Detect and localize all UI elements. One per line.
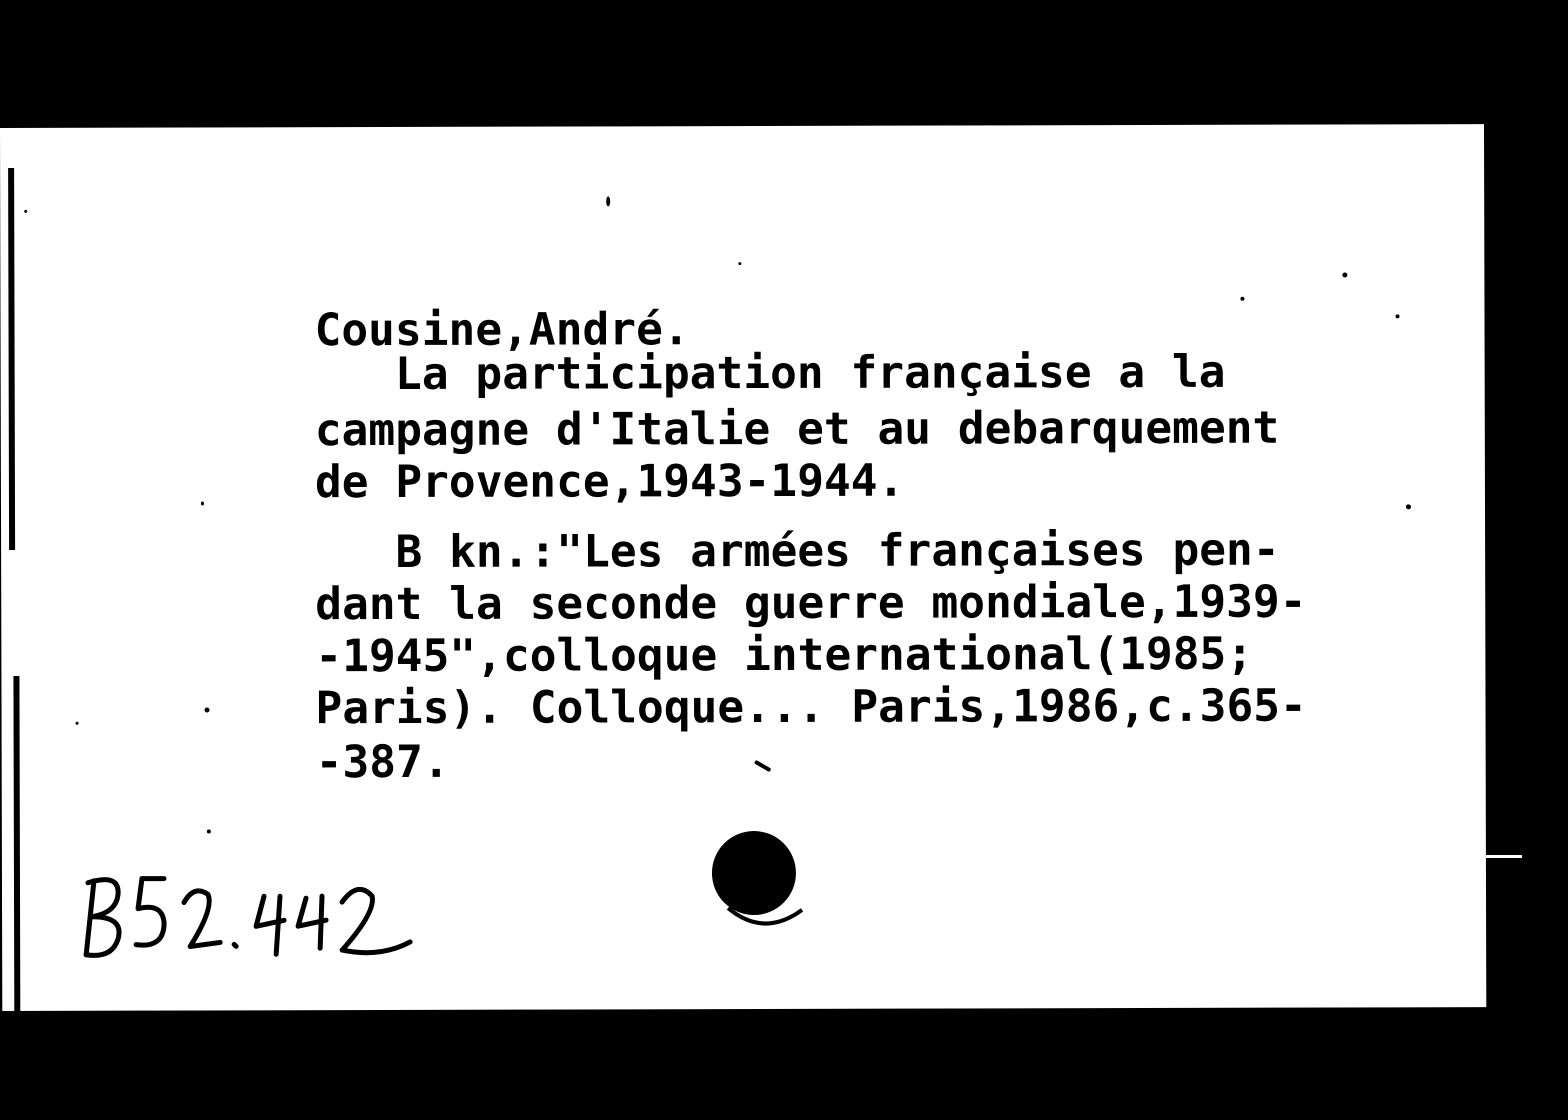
speck xyxy=(76,722,79,725)
note-line-1: B kn.:"Les armées françaises pen- xyxy=(315,524,1280,579)
speck xyxy=(24,210,27,213)
speck xyxy=(606,196,610,206)
speck xyxy=(738,262,741,265)
scan-edge-mark xyxy=(1486,855,1522,858)
card-left-edge-lower xyxy=(13,676,20,1011)
note-line-5: -387. xyxy=(315,736,450,789)
speck xyxy=(1406,504,1411,509)
author-heading: Cousine,André. xyxy=(314,304,690,357)
note-line-2: dant la seconde guerre mondiale,1939- xyxy=(315,576,1307,631)
speck xyxy=(1342,272,1347,277)
speck xyxy=(1240,297,1244,301)
punch-hole-shadow xyxy=(724,896,806,938)
note-line-3: -1945",colloque international(1985; xyxy=(315,628,1254,683)
title-line-3: de Provence,1943-1944. xyxy=(314,455,905,509)
card-left-edge-upper xyxy=(8,168,15,550)
note-line-4: Paris). Colloque... Paris,1986,c.365- xyxy=(315,680,1307,735)
handwritten-call-number xyxy=(80,862,420,973)
title-line-1: La participation française a la xyxy=(314,346,1226,401)
speck-dash xyxy=(754,760,772,772)
speck xyxy=(201,501,204,505)
speck xyxy=(1395,314,1399,318)
catalog-card xyxy=(0,124,1486,1011)
speck xyxy=(205,707,210,712)
title-line-2: campagne d'Italie et au debarquement xyxy=(314,402,1280,457)
speck xyxy=(207,829,211,833)
